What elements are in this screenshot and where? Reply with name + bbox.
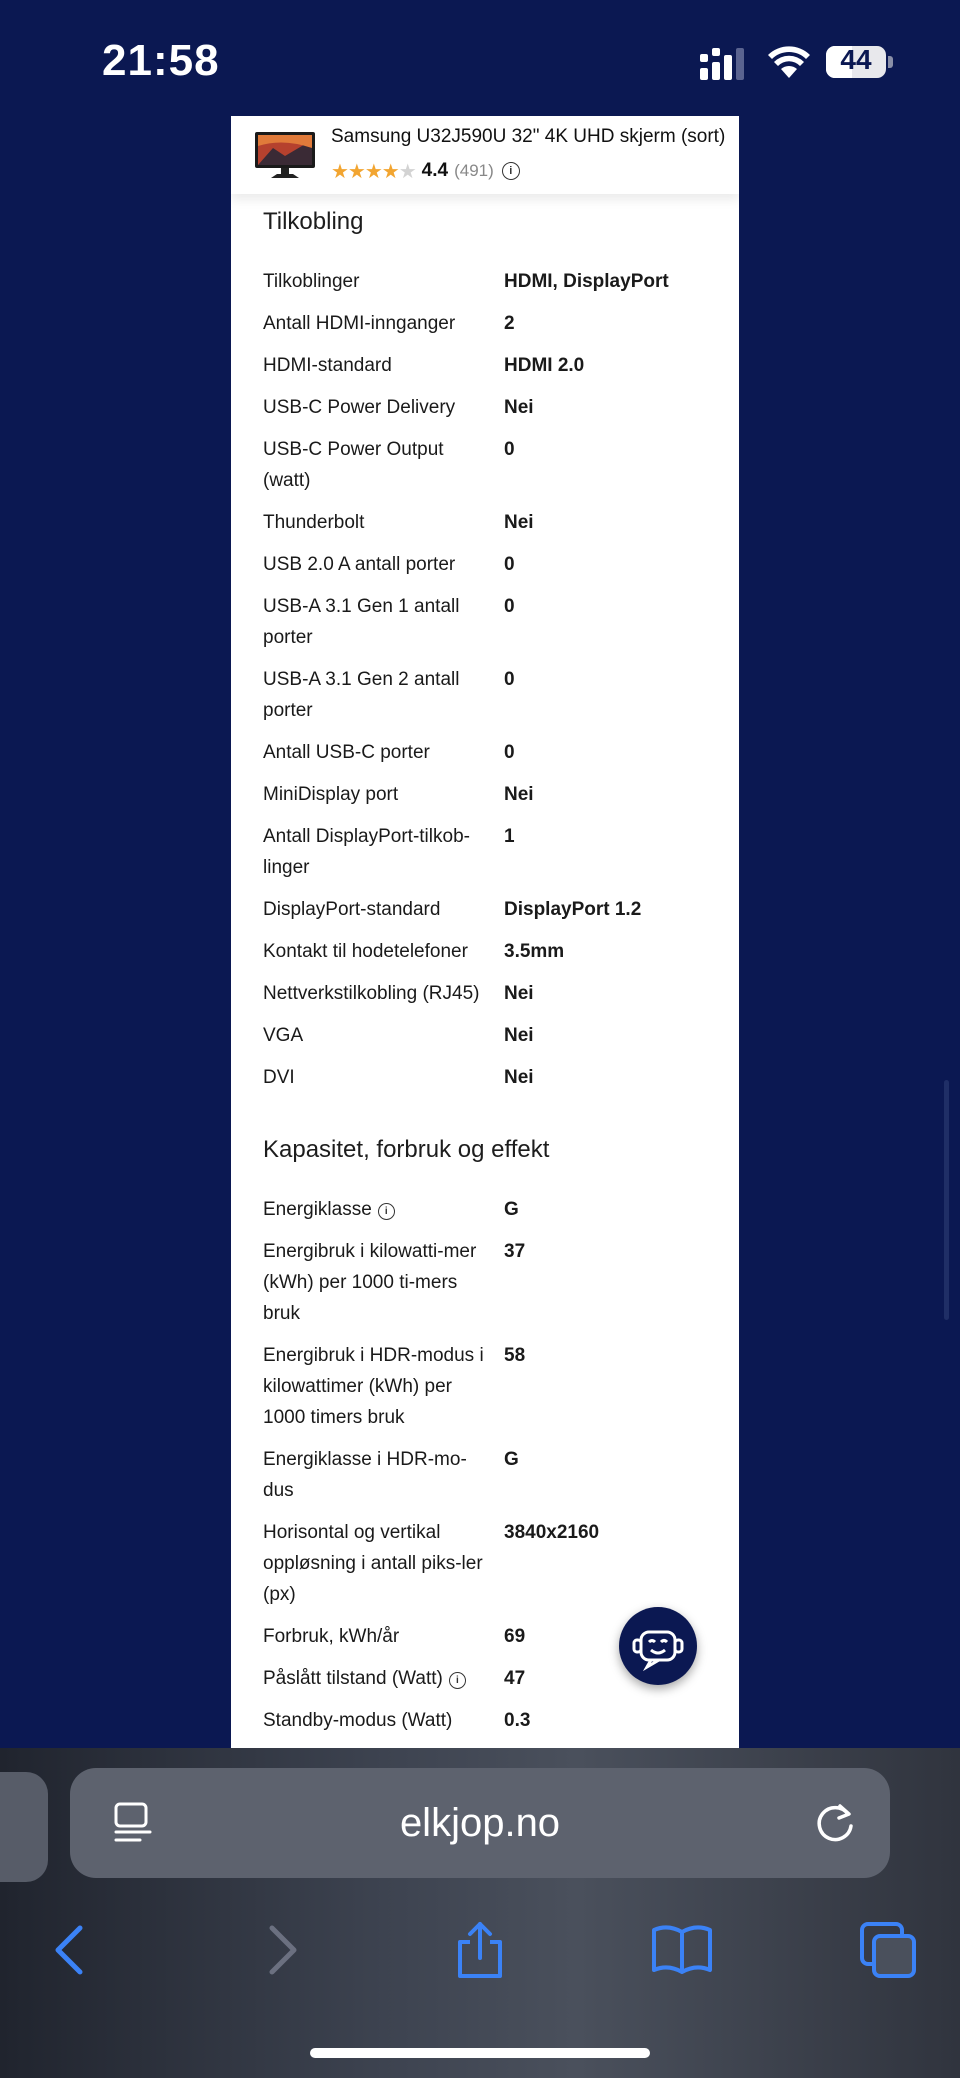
spec-label: USB-A 3.1 Gen 2 antall porter (263, 669, 460, 721)
product-spec-card (231, 116, 739, 1748)
spec-row (263, 549, 723, 580)
spec-row (263, 1062, 723, 1093)
spec-label: VGA (263, 1025, 304, 1046)
spec-value: G (504, 1199, 519, 1220)
spec-value: 0 (504, 596, 515, 617)
spec-label: USB-C Power Output (watt) (263, 439, 444, 491)
battery-percent: 44 (840, 44, 872, 75)
previous-tab[interactable] (0, 1772, 48, 1882)
address-bar[interactable] (70, 1768, 890, 1878)
spec-row (263, 821, 723, 883)
product-thumbnail (253, 126, 317, 182)
product-name: Samsung U32J590U 32" 4K UHD skjerm (sort) (331, 126, 726, 147)
info-icon[interactable]: i (378, 1203, 395, 1220)
share-icon[interactable] (448, 1918, 512, 1982)
spec-label: Forbruk, kWh/år (263, 1626, 400, 1647)
spec-label: Energiklasse i HDR-mo-dus (263, 1449, 467, 1501)
battery-icon (826, 44, 896, 80)
spec-value: 69 (504, 1626, 526, 1647)
spec-label: Energiklasse i (263, 1194, 504, 1225)
spec-row (263, 737, 723, 768)
cellular-signal-icon (700, 46, 750, 82)
spec-row (263, 1194, 723, 1225)
spec-row (263, 1236, 723, 1329)
spec-label: USB-C Power Delivery (263, 397, 456, 418)
spec-label: Nettverkstilkobling (RJ45) (263, 983, 480, 1004)
robot-icon (619, 1607, 697, 1685)
spec-row (263, 664, 723, 726)
spec-value: Nei (504, 397, 534, 418)
spec-value: 3.5mm (504, 941, 565, 962)
spec-value: HDMI 2.0 (504, 355, 585, 376)
spec-label: Antall DisplayPort-tilkob-linger (263, 826, 470, 878)
wifi-icon (767, 44, 811, 80)
spec-value: 0 (504, 439, 515, 460)
section-title-kapasitet: Kapasitet, forbruk og effekt (263, 1136, 550, 1163)
rating-value: 4.4 (421, 160, 449, 181)
spec-label: Energibruk i kilowatti-mer (kWh) per 1000 ti-mers bruk (263, 1241, 477, 1324)
sticky-product-header[interactable] (231, 116, 739, 194)
spec-label: Antall USB-C porter (263, 742, 430, 763)
spec-row (263, 1020, 723, 1051)
spec-label: MiniDisplay port (263, 784, 399, 805)
url-text: elkjop.no (399, 1801, 561, 1845)
scroll-indicator[interactable] (944, 1080, 949, 1320)
spec-label: DVI (263, 1067, 295, 1088)
spec-row (263, 1517, 723, 1610)
spec-label: Kontakt til hodetelefoner (263, 941, 468, 962)
review-count: (491) (454, 161, 494, 180)
spec-value: Nei (504, 784, 534, 805)
spec-value: 37 (504, 1241, 526, 1262)
spec-value: 0 (504, 742, 515, 763)
spec-label: USB 2.0 A antall porter (263, 554, 456, 575)
spec-value: 0 (504, 669, 515, 690)
reload-icon[interactable] (812, 1800, 858, 1846)
product-rating[interactable] (331, 158, 520, 184)
spec-label: Standby-modus (Watt) (263, 1710, 453, 1731)
spec-row (263, 779, 723, 810)
spec-value: G (504, 1449, 519, 1470)
spec-value: DisplayPort 1.2 (504, 899, 642, 920)
spec-row (263, 978, 723, 1009)
spec-row (263, 434, 723, 496)
spec-label: Thunderbolt (263, 512, 365, 533)
info-icon[interactable]: i (502, 162, 520, 180)
spec-row (263, 936, 723, 967)
spec-value: 2 (504, 313, 515, 334)
spec-value: 47 (504, 1668, 526, 1689)
spec-value: Nei (504, 512, 534, 533)
spec-label: USB-A 3.1 Gen 1 antall porter (263, 596, 460, 648)
spec-label: Påslått tilstand (Watt) i (263, 1663, 504, 1694)
spec-row (263, 266, 723, 297)
spec-row (263, 308, 723, 339)
spec-label: Horisontal og vertikal oppløsning i antall piks-ler (px) (263, 1522, 483, 1605)
browser-toolbar (0, 1908, 960, 1998)
spec-label: Antall HDMI-innganger (263, 313, 456, 334)
spec-value: Nei (504, 1025, 534, 1046)
forward-arrow-icon[interactable] (248, 1918, 312, 1982)
spec-row (263, 1340, 723, 1433)
info-icon[interactable]: i (449, 1672, 466, 1689)
browser-bottom-bar (0, 1748, 960, 2078)
status-bar (0, 0, 960, 120)
spec-row (263, 350, 723, 381)
spec-label: Energibruk i HDR-modus i kilowattimer (kWh) per 1000 timers bruk (263, 1345, 484, 1428)
spec-row (263, 1444, 723, 1506)
status-time: 21:58 (102, 36, 220, 85)
chat-assistant-button[interactable] (619, 1607, 697, 1685)
spec-table-tilkobling (263, 266, 723, 1104)
spec-row (263, 894, 723, 925)
spec-value: 3840x2160 (504, 1522, 600, 1543)
spec-label: DisplayPort-standard (263, 899, 441, 920)
spec-label: HDMI-standard (263, 355, 392, 376)
tabs-icon[interactable] (856, 1918, 920, 1982)
spec-value: 0.3 (504, 1710, 531, 1731)
home-indicator[interactable] (310, 2048, 650, 2058)
spec-value: Nei (504, 983, 534, 1004)
section-title-tilkobling: Tilkobling (263, 208, 364, 235)
spec-value: 0 (504, 554, 515, 575)
back-arrow-icon[interactable] (40, 1918, 104, 1982)
spec-value: Nei (504, 1067, 534, 1088)
spec-label: Tilkoblinger (263, 271, 360, 292)
spec-row (263, 507, 723, 538)
rating-stars: ★★★★★ (331, 160, 416, 183)
spec-row (263, 1705, 723, 1736)
spec-row (263, 591, 723, 653)
spec-value: 58 (504, 1345, 526, 1366)
spec-value: HDMI, DisplayPort (504, 271, 669, 292)
spec-value: 1 (504, 826, 515, 847)
spec-row (263, 392, 723, 423)
bookmarks-icon[interactable] (650, 1918, 714, 1982)
